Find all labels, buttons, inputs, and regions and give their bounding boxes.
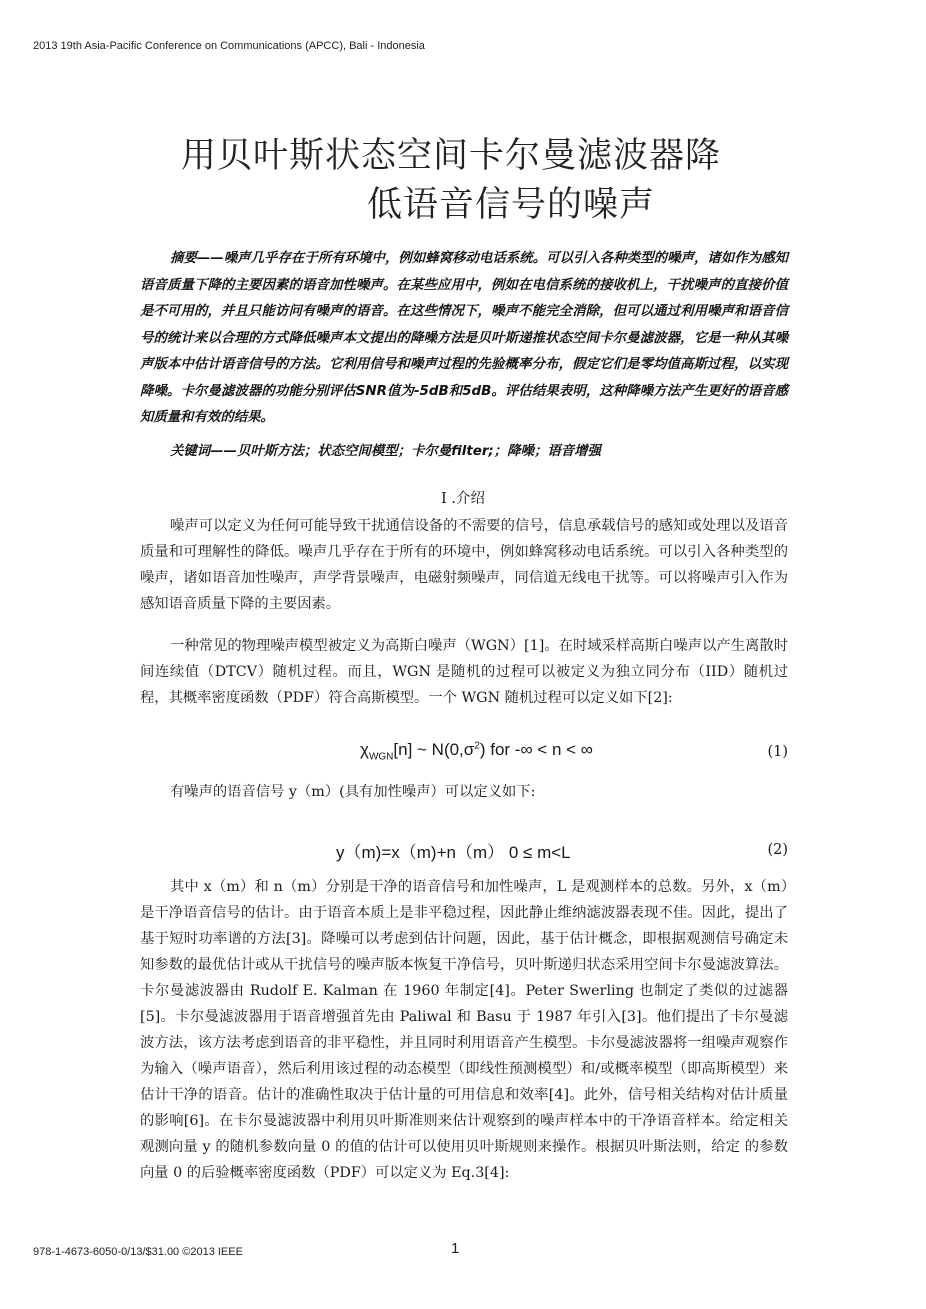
copyright-notice: 978-1-4673-6050-0/13/$31.00 ©2013 IEEE — [33, 1246, 243, 1258]
abstract: 摘要——噪声几乎存在于所有环境中，例如蜂窝移动电话系统。可以引入各种类型的噪声，诸如作为感知语音质量下降的主要因素的语音加性噪声。在某些应用中，例如在电信系统的接收机上，干扰噪声的直接价值是不可用的，并且只能访问有噪声的语音。在这些情况下，噪声不能完全消除，但可以通过利用噪声和语音信号的统计来以合理的方式降低噪声本文提出的降噪方法是贝叶斯递推状态空间卡尔曼滤波器，它是一种从其噪声版本中估计语音信号的方法。它利用信号和噪声过程的先验概率分布，假定它们是零均值高斯过程，以实现降噪。卡尔曼滤波器的功能分别评估SNR值为-5dB和5dB。评估结果表明，这种降噪方法产生更好的语音感知质量和有效的结果。 — [140, 251, 788, 425]
section-heading-introduction: I .介绍 — [441, 491, 485, 507]
page-number: 1 — [451, 1240, 460, 1257]
intro-paragraph-4: 其中 x（m）和 n（m）分别是干净的语音信号和加性噪声，L 是观测样本的总数。另外，x（m）是干净语音信号的估计。由于语音本质上是非平稳过程，因此静止维纳滤波器表现不佳。因此，提出了基于短时功率谱的方法[3]。降噪可以考虑到估计问题，因此，基于估计概念，即根据观测信号确定未知参数的最优估计或从干扰信号的噪声版本恢复干净信号，贝叶斯递归状态采用空间卡尔曼滤波算法。卡尔曼滤波器由 Rudolf E. Kalman 在 1960 年制定[4]。Peter Swerling 也制定了类似的过滤器[5]。卡尔曼滤波器用于语音增强首先由 Paliwal 和 Basu 于 1987 年引入[3]。他们提出了卡尔曼滤波方法，该方法考虑到语音的非平稳性，并且同时利用语音产生模型。卡尔曼滤波器将一组噪声观察作为输入（噪声语音），然后利用该过程的动态模型（即线性预测模型）和/或概率模型（即高斯模型）来估计干净的语音。估计的准确性取决于估计量的可用信息和效率[4]。此外，信号相关结构对估计质量的影响[6]。在卡尔曼滤波器中利用贝叶斯准则来估计观察到的噪声样本中的干净语音样本。给定相关观测向量 y 的随机参数向量 0 的值的估计可以使用贝叶斯规则来操作。根据贝叶斯法则，给定 的参数向量 0 的后验概率密度函数（PDF）可以定义为 Eq.3[4]: — [140, 879, 788, 1181]
paper-title-line-1: 用贝叶斯状态空间卡尔曼滤波器降 — [180, 136, 721, 176]
conference-header: 2013 19th Asia-Pacific Conference on Communications (APCC), Bali - Indonesia — [33, 40, 425, 52]
keywords: 关键词——贝叶斯方法；状态空间模型；卡尔曼filter;；降噪；语音增强 — [170, 444, 601, 459]
equation-2-expression: y（m)=x（m)+n（m） 0 ≤ m<L — [336, 843, 571, 862]
intro-paragraph-1: 噪声可以定义为任何可能导致干扰通信设备的不需要的信号，信息承载信号的感知或处理以及语音质量和可理解性的降低。噪声几乎存在于所有的环境中，例如蜂窝移动电话系统。可以引入各种类型的噪声，诸如语音加性噪声，声学背景噪声，电磁射频噪声，同信道无线电干扰等。可以将噪声引入作为感知语音质量下降的主要因素。 — [140, 518, 788, 612]
paper-title-line-2: 低语音信号的噪声 — [366, 185, 655, 225]
equation-1-expression: $\chi_{WGN}[n]$ ~ $N(0,\sigma^2)$ for -∞ < n < ∞ — [360, 740, 593, 763]
intro-paragraph-2: 一种常见的物理噪声模型被定义为高斯白噪声（WGN）[1]。在时域采样高斯白噪声以产生离散时间连续值（DTCV）随机过程。而且，WGN 是随机的过程可以被定义为独立同分布（IID）随机过程，其概率密度函数（PDF）符合高斯模型。一个 WGN 随机过程可以定义如下[2]: — [140, 638, 788, 706]
equation-2-number: (2) — [767, 842, 788, 858]
equation-1-number: (1) — [767, 744, 788, 760]
intro-paragraph-3: 有噪声的语音信号 y（m）(具有加性噪声）可以定义如下: — [170, 784, 536, 800]
